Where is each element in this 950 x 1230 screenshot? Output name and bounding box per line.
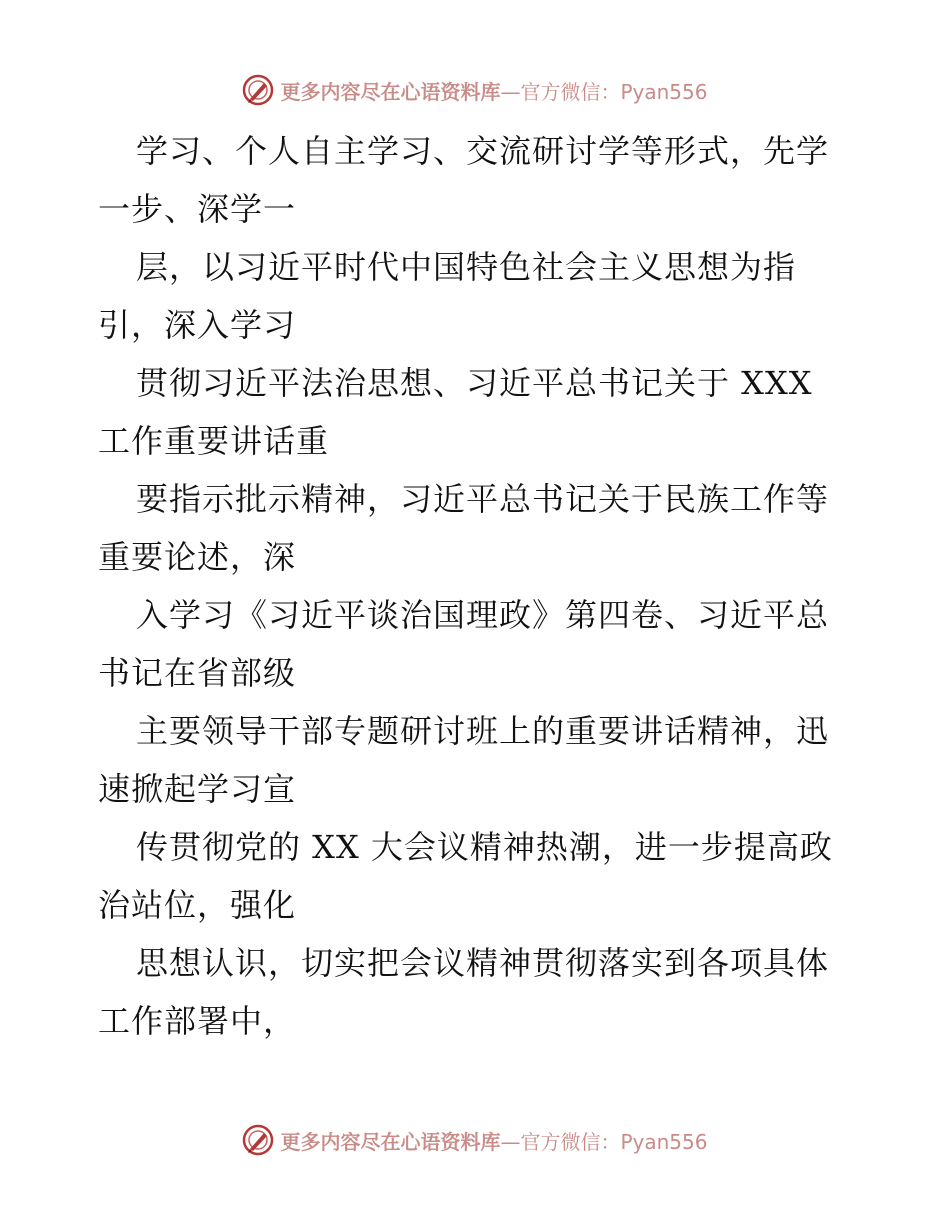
footer-watermark-text — [280, 1126, 707, 1155]
header-watermark-banner — [0, 70, 950, 110]
text-line: 传贯彻党的 XX 大会议精神热潮，进一步提高政 — [136, 828, 833, 866]
text-line: 书记在省部级 — [98, 654, 297, 692]
text-line: 贯彻习近平法治思想、习近平总书记关于 XXX — [136, 364, 813, 402]
pen-logo-icon — [242, 1124, 274, 1156]
text-line: 要指示批示精神，习近平总书记关于民族工作等 — [136, 480, 830, 518]
text-line: 入学习《习近平谈治国理政》第四卷、习近平总 — [136, 596, 830, 634]
text-line: 学习、个人自主学习、交流研讨学等形式，先学 — [136, 132, 830, 170]
pen-logo-icon — [242, 74, 274, 106]
footer-watermark-dash: — — [500, 1129, 521, 1154]
header-watermark-text — [280, 76, 707, 105]
text-line: 速掀起学习宣 — [98, 770, 297, 808]
footer-watermark-lead: 更多内容尽在心语资料库 — [280, 1129, 501, 1154]
text-line: 治站位，强化 — [98, 886, 297, 924]
text-line: 工作重要讲话重 — [98, 422, 330, 460]
text-line: 层，以习近平时代中国特色社会主义思想为指 — [136, 248, 797, 286]
text-line: 一步、深学一 — [98, 190, 297, 228]
header-watermark-dash: — — [500, 79, 521, 104]
text-line: 工作部署中， — [98, 1002, 297, 1040]
header-watermark-contact: 官方微信：Pyan556 — [520, 79, 708, 104]
text-line: 引，深入学习 — [98, 306, 297, 344]
footer-watermark-contact: 官方微信：Pyan556 — [520, 1129, 708, 1154]
text-line: 重要论述，深 — [98, 538, 297, 576]
footer-watermark-banner — [0, 1120, 950, 1160]
document-body — [98, 122, 858, 1050]
text-line: 思想认识，切实把会议精神贯彻落实到各项具体 — [136, 944, 830, 982]
header-watermark-lead: 更多内容尽在心语资料库 — [280, 79, 501, 104]
text-line: 主要领导干部专题研讨班上的重要讲话精神，迅 — [136, 712, 830, 750]
